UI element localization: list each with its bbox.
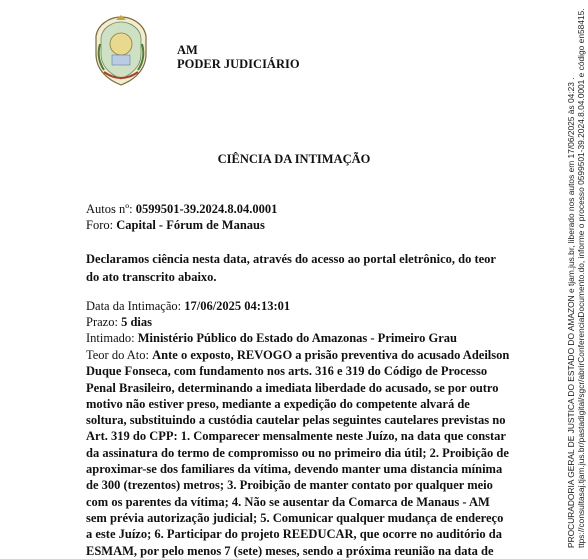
- header-institution: PODER JUDICIÁRIO: [177, 57, 300, 71]
- data-intimacao-row: [86, 298, 290, 314]
- declaration: Declaramos ciência nesta data, através do acesso ao portal eletrônico, do teor do ato transcrito abaixo.: [86, 252, 496, 284]
- teor-do-ato: [86, 347, 511, 559]
- side-line-2: ttps://consultasaj.tjam.jus.br/pastadigital/sgcr/abrirConferenciaDocumento.do, informe o processo 0599501-39.2024.8.04.0001 e código en58415.: [576, 8, 586, 548]
- data-intimacao-value: 17/06/2025 04:13:01: [184, 299, 291, 313]
- foro-label: Foro:: [86, 218, 114, 232]
- intimado-label: Intimado:: [86, 331, 135, 345]
- side-verification-note: [566, 8, 586, 548]
- prazo-label: Prazo:: [86, 315, 118, 329]
- header: [177, 43, 300, 71]
- teor-value: Ante o exposto, REVOGO a prisão preventiva do acusado Adeilson Duque Fonseca, com fundamento nos arts. 316 e 319 do Código de Processo Penal Brasileiro, determinando a imediata liberdade do acusado, se por outro motivo não estiver preso, mediante a expedição do competente alvará de soltura, substituindo a custódia cautelar pelas seguintes cautelares previstas no Art. 319 do CPP: 1. Comparecer mensalmente neste Juízo, na data que constar da assinatura do termo de compromisso ou no primeiro dia útil; 2. Proibição de aproximar-se dos familiares da vítima, devendo manter uma distancia mínima de 300 (trezentos) metros; 3. Proibição de manter contato por qualquer meio com os parentes da vítima; 4. Não se ausentar da Comarca de Manaus - AM sem prévia autorização judicial; 5. Comunicar qualquer mudança de endereço a este Juízo; 6. Participar do projeto REEDUCAR, que ocorre no auditório da ESMAM, por pelo menos 7 (sete) meses, sendo a próxima reunião na data de: [86, 348, 510, 558]
- document-title: CIÊNCIA DA INTIMAÇÃO: [217, 152, 371, 166]
- prazo-row: [86, 314, 152, 330]
- autos-value: 0599501-39.2024.8.04.0001: [135, 202, 278, 216]
- autos-label: Autos nº:: [86, 202, 133, 216]
- foro-value: Capital - Fórum de Manaus: [116, 218, 265, 232]
- amazonas-coat-of-arms-icon: [92, 14, 150, 88]
- data-intimacao-label: Data da Intimação:: [86, 299, 182, 313]
- teor-label: Teor do Ato:: [86, 348, 150, 362]
- prazo-value: 5 dias: [121, 315, 152, 329]
- intimado-row: [86, 330, 457, 346]
- header-state: AM: [177, 43, 198, 57]
- side-line-1: PROCURADORIA GERAL DE JUSTICA DO ESTADO DO AMAZON e tjam.jus.br, liberado nos autos em 17/06/2025 às 04:23 .: [566, 77, 576, 548]
- foro-row: [86, 217, 265, 233]
- intimado-value: Ministério Público do Estado do Amazonas - Primeiro Grau: [137, 331, 457, 345]
- autos-row: [86, 201, 277, 217]
